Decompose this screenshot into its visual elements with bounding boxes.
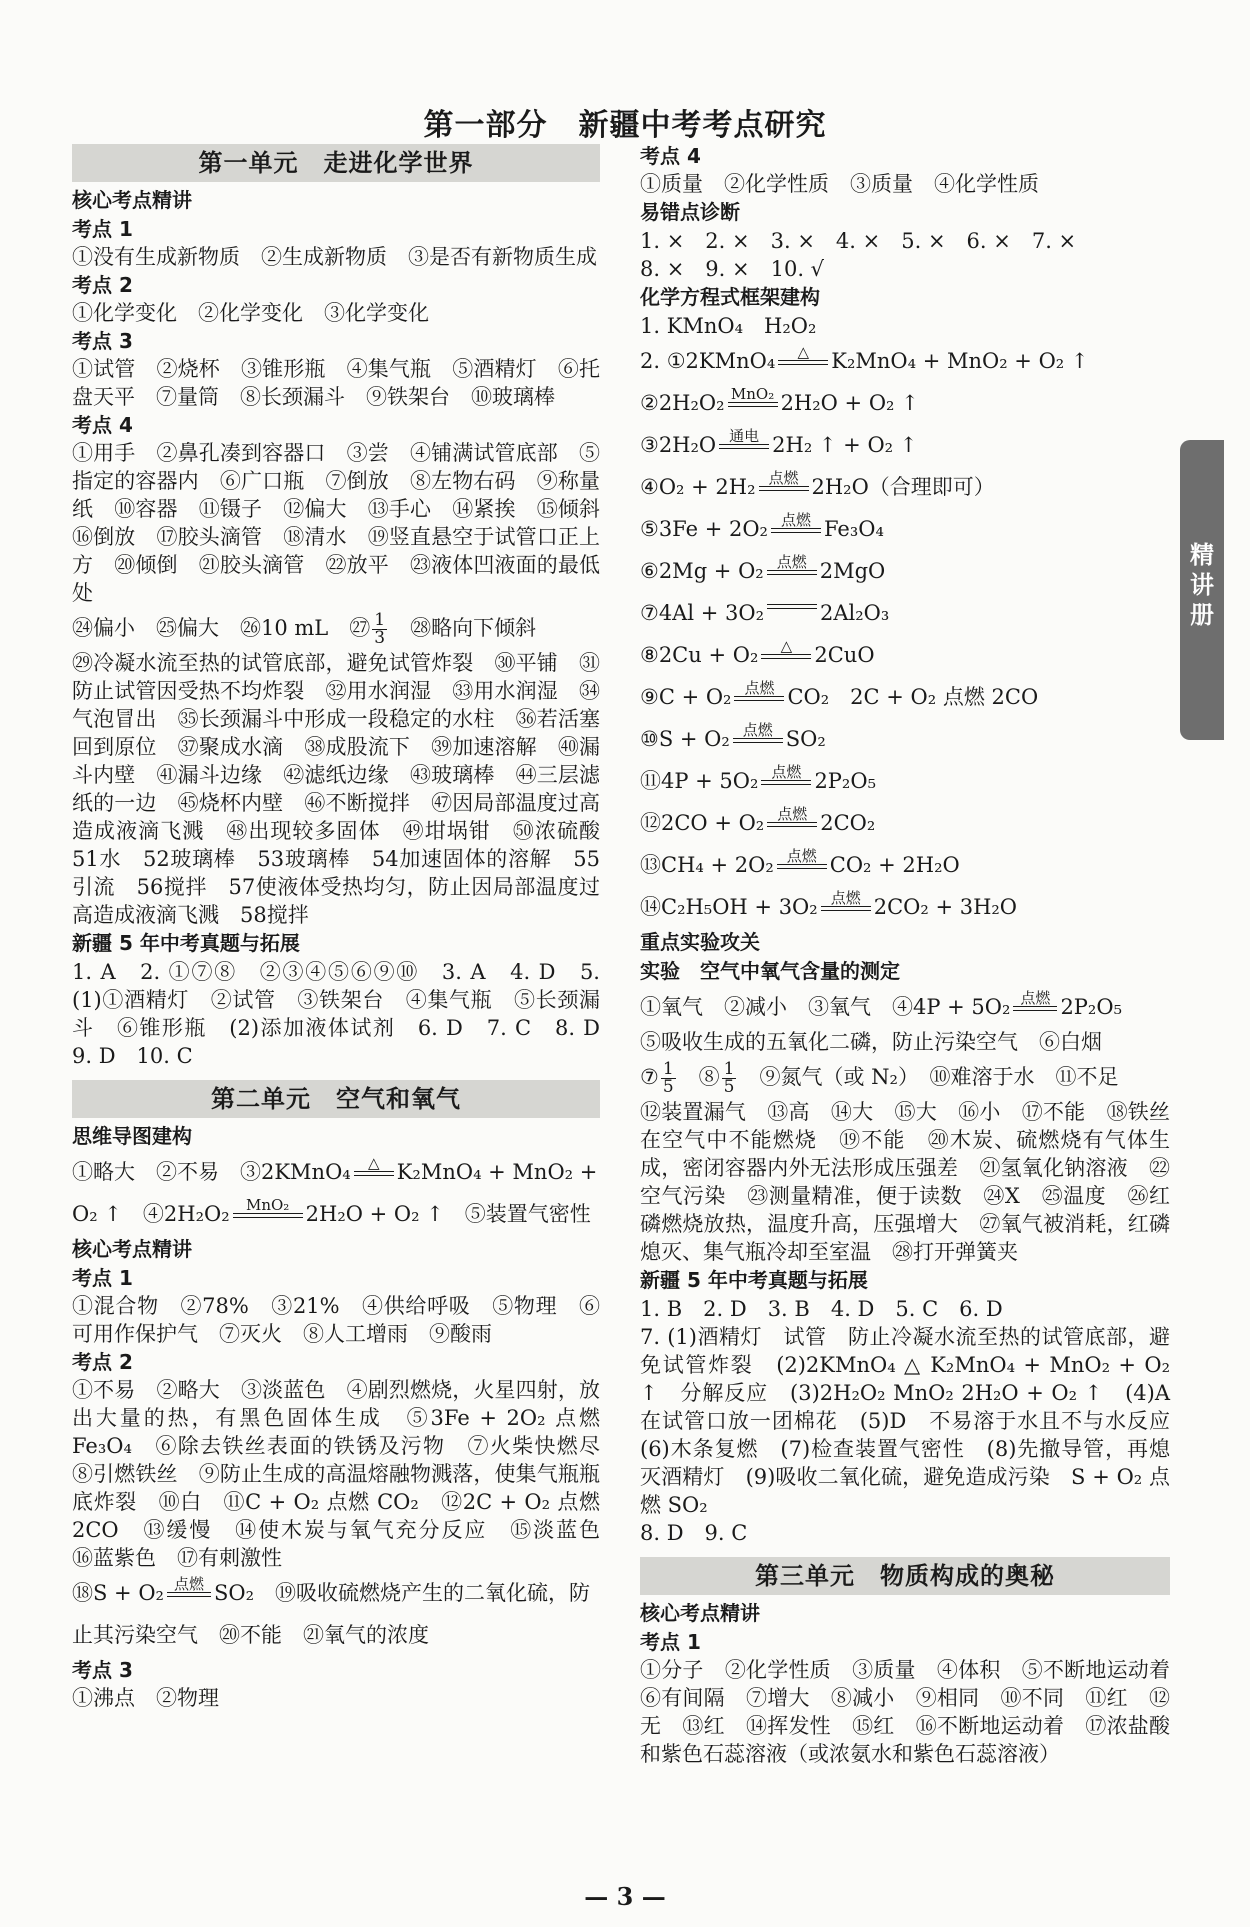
- equation-products: CO₂ 2C + O₂ 点燃 2CO: [787, 685, 1039, 709]
- reaction-condition: [777, 848, 827, 869]
- equation-reactants: ⑨C + O₂: [640, 685, 732, 709]
- reaction-condition: [733, 722, 783, 743]
- equation-reactants: ⑭C₂H₅OH + 3O₂: [640, 895, 818, 919]
- unit2-xj-line-end: 8. D 9. C: [640, 1521, 748, 1545]
- reaction-condition: [767, 806, 817, 827]
- reaction-condition: [354, 1155, 394, 1176]
- unit2-mind-title: 思维导图建构: [72, 1124, 192, 1148]
- unit1-kp3-text: ①试管 ②烧杯 ③锥形瓶 ④集气瓶 ⑤酒精灯 ⑥托盘天平 ⑦量筒 ⑧长颈漏斗 ⑨铁架台 ⑩玻璃棒: [72, 357, 600, 409]
- equation-row: [640, 340, 1170, 382]
- condition-text: 点燃: [1020, 989, 1051, 1007]
- equation-reactants: ⑫2CO + O₂: [640, 811, 765, 835]
- unit1-title: 第一单元 走进化学世界: [72, 144, 600, 182]
- reaction-condition: [778, 344, 828, 365]
- equation-row: [640, 550, 1170, 592]
- unit1-kp2-title: 考点 2: [72, 273, 133, 297]
- condition-text: 点燃: [780, 511, 811, 529]
- equation-reactants: ⑬CH₄ + 2O₂: [640, 853, 774, 877]
- equation-row: [640, 802, 1170, 844]
- equation-reactants: ⑤3Fe + 2O₂: [640, 517, 768, 541]
- experiment-frac-a: ⑦: [640, 1065, 659, 1089]
- error-diagnosis-title: 易错点诊断: [640, 200, 740, 224]
- equation-row: [640, 592, 1170, 634]
- equation-list: [640, 340, 1170, 928]
- equation-row: [640, 676, 1170, 718]
- equation-reactants: ②2H₂O₂: [640, 391, 725, 415]
- page-number: — 3 —: [584, 1882, 666, 1911]
- fraction-one-fifth: [722, 1061, 737, 1096]
- reaction-condition: [167, 1576, 211, 1597]
- unit2-xj-title: 新疆 5 年中考真题与拓展: [640, 1268, 868, 1292]
- unit1-kp2-text: ①化学变化 ②化学变化 ③化学变化: [72, 301, 429, 325]
- error-diagnosis-line2: 8. × 9. × 10. √: [640, 257, 825, 281]
- unit2-kp1-title: 考点 1: [72, 1266, 133, 1290]
- experiment-eq-b: 2P₂O₅: [1060, 995, 1122, 1019]
- condition-text: 通电: [729, 427, 760, 445]
- condition-text: 点燃: [768, 469, 799, 487]
- unit3-title: 第三单元 物质构成的奥秘: [640, 1557, 1170, 1595]
- unit2-kp3-title: 考点 3: [72, 1658, 133, 1682]
- unit2-mind-line1: [72, 1151, 600, 1193]
- equation-products: 2H₂O（合理即可）: [811, 475, 995, 499]
- equation-products: 2Al₂O₃: [820, 601, 890, 625]
- unit1-kp4-text2a: ㉔偏小 ㉕偏大 ㉖10 mL ㉗: [72, 616, 371, 640]
- reaction-condition: [761, 764, 811, 785]
- equation-products: 2MgO: [819, 559, 886, 583]
- unit2-kp2-text: ①不易 ②略大 ③淡蓝色 ④剧烈燃烧，火星四射，放出大量的热，有黑色固体生成 ⑤3Fe + 2O₂ 点燃 Fe₃O₄ ⑥除去铁丝表面的铁锈及污物 ⑦火柴快燃尽 ⑧引燃铁丝 ⑨防止生成的高温熔融物溅落，使集气瓶瓶底炸裂 ⑩白 ⑪C + O₂ 点燃 CO₂ ⑫2C + O₂ 点燃 2CO ⑬缓慢 ⑭使木炭与氧气充分反应 ⑮淡蓝色 ⑯蓝紫色 ⑰有刺激性: [72, 1378, 621, 1570]
- reaction-condition: [734, 680, 784, 701]
- condition-text: 点燃: [777, 805, 808, 823]
- equation-products: 2H₂ ↑ + O₂ ↑: [772, 433, 918, 457]
- reaction-condition: [1013, 990, 1057, 1011]
- equation-products: Fe₃O₄: [823, 517, 884, 541]
- condition-text: 点燃: [830, 889, 861, 907]
- unit2-kp2-eq: [72, 1572, 600, 1656]
- unit2-kp4-title: 考点 4: [640, 144, 701, 168]
- reaction-condition: [761, 638, 811, 659]
- condition-text: MnO₂: [730, 385, 775, 403]
- equation-framework-title: 化学方程式框架建构: [640, 285, 820, 309]
- reaction-condition: [759, 470, 809, 491]
- equation-products: 2CO₂ + 3H₂O: [873, 895, 1018, 919]
- unit2-kp2-eq-a: ⑱S + O₂: [72, 1581, 164, 1605]
- unit3-core-heading: 核心考点精讲: [640, 1601, 760, 1625]
- equation-reactants: ③2H₂O: [640, 433, 717, 457]
- unit1-kp4-text3: ㉙冷凝水流至热的试管底部，避免试管炸裂 ㉚平铺 ㉛防止试管因受热不均炸裂 ㉜用水润湿 ㉝用水润湿 ㉞气泡冒出 ㉟长颈漏斗中形成一段稳定的水柱 ㊱若活塞回到原位 ㊲聚成水滴 ㊳成股流下 ㊴加速溶解 ㊵漏斗内壁 ㊶漏斗边缘 ㊷滤纸边缘 ㊸玻璃棒 ㊹三层滤纸的一边 ㊺烧杯内壁 ㊻不断搅拌 ㊼因局部温度过高造成液滴飞溅 ㊽出现较多固体 ㊾坩埚钳 ㊿浓硫酸 51水 52玻璃棒 53玻璃棒 54加速固体的溶解 55引流 56搅拌 57使液体受热均匀，防止因局部温度过高造成液滴飞溅 58搅拌: [72, 651, 621, 927]
- equation-row: [640, 718, 1170, 760]
- fraction-denominator: 5: [662, 1077, 674, 1097]
- key-experiment-subtitle: 实验 空气中氧气含量的测定: [640, 959, 900, 983]
- unit1-kp1-text: ①没有生成新物质 ②生成新物质 ③是否有新物质生成: [72, 245, 597, 269]
- unit2-kp3-text: ①沸点 ②物理: [72, 1686, 219, 1710]
- equation-products: 2CO₂: [820, 811, 876, 835]
- unit2-title: 第二单元 空气和氧气: [72, 1080, 600, 1118]
- fraction-denominator: 5: [723, 1077, 735, 1097]
- reaction-condition: [728, 386, 778, 407]
- equation-products: K₂MnO₄ + MnO₂ + O₂ ↑: [831, 349, 1089, 373]
- reaction-condition: [233, 1197, 303, 1218]
- unit2-xj-line1: 1. B 2. D 3. B 4. D 5. C 6. D: [640, 1297, 1003, 1321]
- unit2-mind-b: K₂MnO₄ + MnO₂ +: [396, 1160, 598, 1184]
- condition-text: 点燃: [742, 721, 773, 739]
- equation-framework-line1: 1. KMnO₄ H₂O₂: [640, 314, 817, 338]
- experiment-line2: ⑤吸收生成的五氧化二磷，防止污染空气 ⑥白烟: [640, 1030, 1102, 1054]
- unit1-kp1-title: 考点 1: [72, 217, 133, 241]
- experiment-eq-line: [640, 986, 1170, 1028]
- unit1-xj-text: 1. A 2. ①⑦⑧ ②③④⑤⑥⑨⑩ 3. A 4. D 5. (1)①酒精灯 ②试管 ③铁架台 ④集气瓶 ⑤长颈漏斗 ⑥锥形瓶 (2)添加液体试剂 6. D 7. C 8. D 9. D 10. C: [72, 960, 621, 1068]
- fraction-denominator: 3: [374, 628, 386, 648]
- equation-row: [640, 844, 1170, 886]
- left-column: [72, 142, 621, 1712]
- fraction-one-third: [372, 612, 387, 647]
- page-title: 第一部分 新疆中考考点研究: [423, 108, 827, 143]
- error-diagnosis-line1: 1. × 2. × 3. × 4. × 5. × 6. × 7. ×: [640, 229, 1077, 253]
- experiment-eq-a: ①氧气 ②减小 ③氧气 ④4P + 5O₂: [640, 995, 1011, 1019]
- equation-row: [640, 886, 1170, 928]
- equation-reactants: 2. ①2KMnO₄: [640, 349, 776, 373]
- side-tab-label: 精讲册: [1190, 541, 1214, 629]
- condition-text: △: [780, 637, 793, 655]
- equation-products: 2CuO: [814, 643, 875, 667]
- unit2-mind-a: ①略大 ②不易 ③2KMnO₄: [72, 1160, 351, 1184]
- key-experiment-title: 重点实验攻关: [640, 930, 760, 954]
- unit2-mind-c: O₂ ↑ ④2H₂O₂: [72, 1202, 230, 1226]
- condition-text: 点燃: [786, 847, 817, 865]
- fraction-numerator: 1: [374, 610, 386, 630]
- reaction-condition: [719, 428, 769, 449]
- equation-reactants: ⑧2Cu + O₂: [640, 643, 759, 667]
- experiment-frac-b: ⑧: [677, 1065, 720, 1089]
- unit2-core-heading: 核心考点精讲: [72, 1237, 192, 1261]
- condition-text: MnO₂: [245, 1196, 290, 1214]
- unit1-kp4-text2b: ㉘略向下倾斜: [389, 616, 537, 640]
- condition-text: 点燃: [173, 1575, 204, 1593]
- equation-products: 2H₂O + O₂ ↑: [780, 391, 919, 415]
- condition-text: 点燃: [776, 553, 807, 571]
- equation-reactants: ④O₂ + 2H₂: [640, 475, 756, 499]
- equation-reactants: ⑪4P + 5O₂: [640, 769, 759, 793]
- condition-text: △: [797, 343, 810, 361]
- unit1-core-heading: 核心考点精讲: [72, 188, 192, 212]
- unit2-kp4-text: ①质量 ②化学性质 ③质量 ④化学性质: [640, 172, 1039, 196]
- unit1-kp3-title: 考点 3: [72, 329, 133, 353]
- equation-row: [640, 634, 1170, 676]
- unit3-kp1-text: ①分子 ②化学性质 ③质量 ④体积 ⑤不断地运动着 ⑥有间隔 ⑦增大 ⑧减小 ⑨相同 ⑩不同 ⑪红 ⑫无 ⑬红 ⑭挥发性 ⑮红 ⑯不断地运动着 ⑰浓盐酸和紫色石蕊溶液（或浓氨水和紫色石蕊溶液）: [640, 1658, 1191, 1766]
- reaction-condition: [767, 604, 817, 609]
- condition-text: 点燃: [771, 763, 802, 781]
- unit2-mind-line2: [72, 1193, 600, 1235]
- fraction-numerator: 1: [662, 1059, 674, 1079]
- equation-row: [640, 382, 1170, 424]
- unit1-kp4-fraction-line: [72, 607, 600, 649]
- equation-reactants: ⑦4Al + 3O₂: [640, 601, 765, 625]
- unit1-kp4-text1: ①用手 ②鼻孔凑到容器口 ③尝 ④铺满试管底部 ⑤指定的容器内 ⑥广口瓶 ⑦倒放 ⑧左物右码 ⑨称量纸 ⑩容器 ⑪镊子 ⑫偏大 ⑬手心 ⑭紧挨 ⑮倾斜 ⑯倒放 ⑰胶头滴管 ⑱清水 ⑲竖直悬空于试管口正上方 ⑳倾倒 ㉑胶头滴管 ㉒放平 ㉓液体凹液面的最低处: [72, 441, 621, 605]
- right-column: [640, 142, 1191, 1768]
- experiment-text: ⑫装置漏气 ⑬高 ⑭大 ⑮大 ⑯小 ⑰不能 ⑱铁丝在空气中不能燃烧 ⑲不能 ⑳木炭、硫燃烧有气体生成，密闭容器内外无法形成压强差 ㉑氢氧化钠溶液 ㉒空气污染 ㉓测量精准，便于读数 ㉔X ㉕温度 ㉖红磷燃烧放热，温度升高，压强增大 ㉗氧气被消耗，红磷熄灭、集气瓶冷却至室温 ㉘打开弹簧夹: [640, 1100, 1170, 1264]
- equation-products: CO₂ + 2H₂O: [829, 853, 960, 877]
- equation-row: [640, 466, 1170, 508]
- experiment-frac-c: ⑨氮气（或 N₂） ⑩难溶于水 ⑪不足: [738, 1065, 1119, 1089]
- unit2-kp2-title: 考点 2: [72, 1350, 133, 1374]
- condition-text: 点燃: [744, 679, 775, 697]
- equation-row: [640, 424, 1170, 466]
- reaction-condition: [771, 512, 821, 533]
- unit1-xj-title: 新疆 5 年中考真题与拓展: [72, 931, 300, 955]
- unit1-kp4-title: 考点 4: [72, 413, 133, 437]
- equation-reactants: ⑩S + O₂: [640, 727, 730, 751]
- unit2-xj-text: 7. (1)酒精灯 试管 防止冷凝水流至热的试管底部，避免试管炸裂 (2)2KMnO₄ △ K₂MnO₄ + MnO₂ + O₂ ↑ 分解反应 (3)2H₂O₂ MnO₂ 2H₂O + O₂ ↑ (4)A 在试管口放一团棉花 (5)D 不易溶于水且不与水反应 (6)木条复燃 (7)检查装置气密性 (8)先撤导管，再熄灭酒精灯 (9)吸收二氧化硫，避免造成污染 S + O₂ 点燃 SO₂: [640, 1325, 1191, 1517]
- unit2-mind-d: 2H₂O + O₂ ↑ ⑤装置气密性: [305, 1202, 591, 1226]
- equation-row: [640, 760, 1170, 802]
- equation-reactants: ⑥2Mg + O₂: [640, 559, 764, 583]
- equation-row: [640, 508, 1170, 550]
- fraction-one-fifth: [661, 1061, 676, 1096]
- unit2-kp1-text: ①混合物 ②78% ③21% ④供给呼吸 ⑤物理 ⑥可用作保护气 ⑦灭火 ⑧人工增雨 ⑨酸雨: [72, 1294, 600, 1346]
- unit3-kp1-title: 考点 1: [640, 1630, 701, 1654]
- reaction-condition: [821, 890, 871, 911]
- unit2-kp2-eq-b: SO₂ ⑲吸收硫燃烧产生的二氧化硫，防止其污染空气 ⑳不能 ㉑氧气的浓度: [72, 1581, 590, 1647]
- reaction-condition: [767, 554, 817, 575]
- equation-products: SO₂: [785, 727, 826, 751]
- experiment-fraction-line: [640, 1056, 1170, 1098]
- equation-products: 2P₂O₅: [814, 769, 876, 793]
- condition-text: △: [367, 1154, 380, 1172]
- fraction-numerator: 1: [723, 1059, 735, 1079]
